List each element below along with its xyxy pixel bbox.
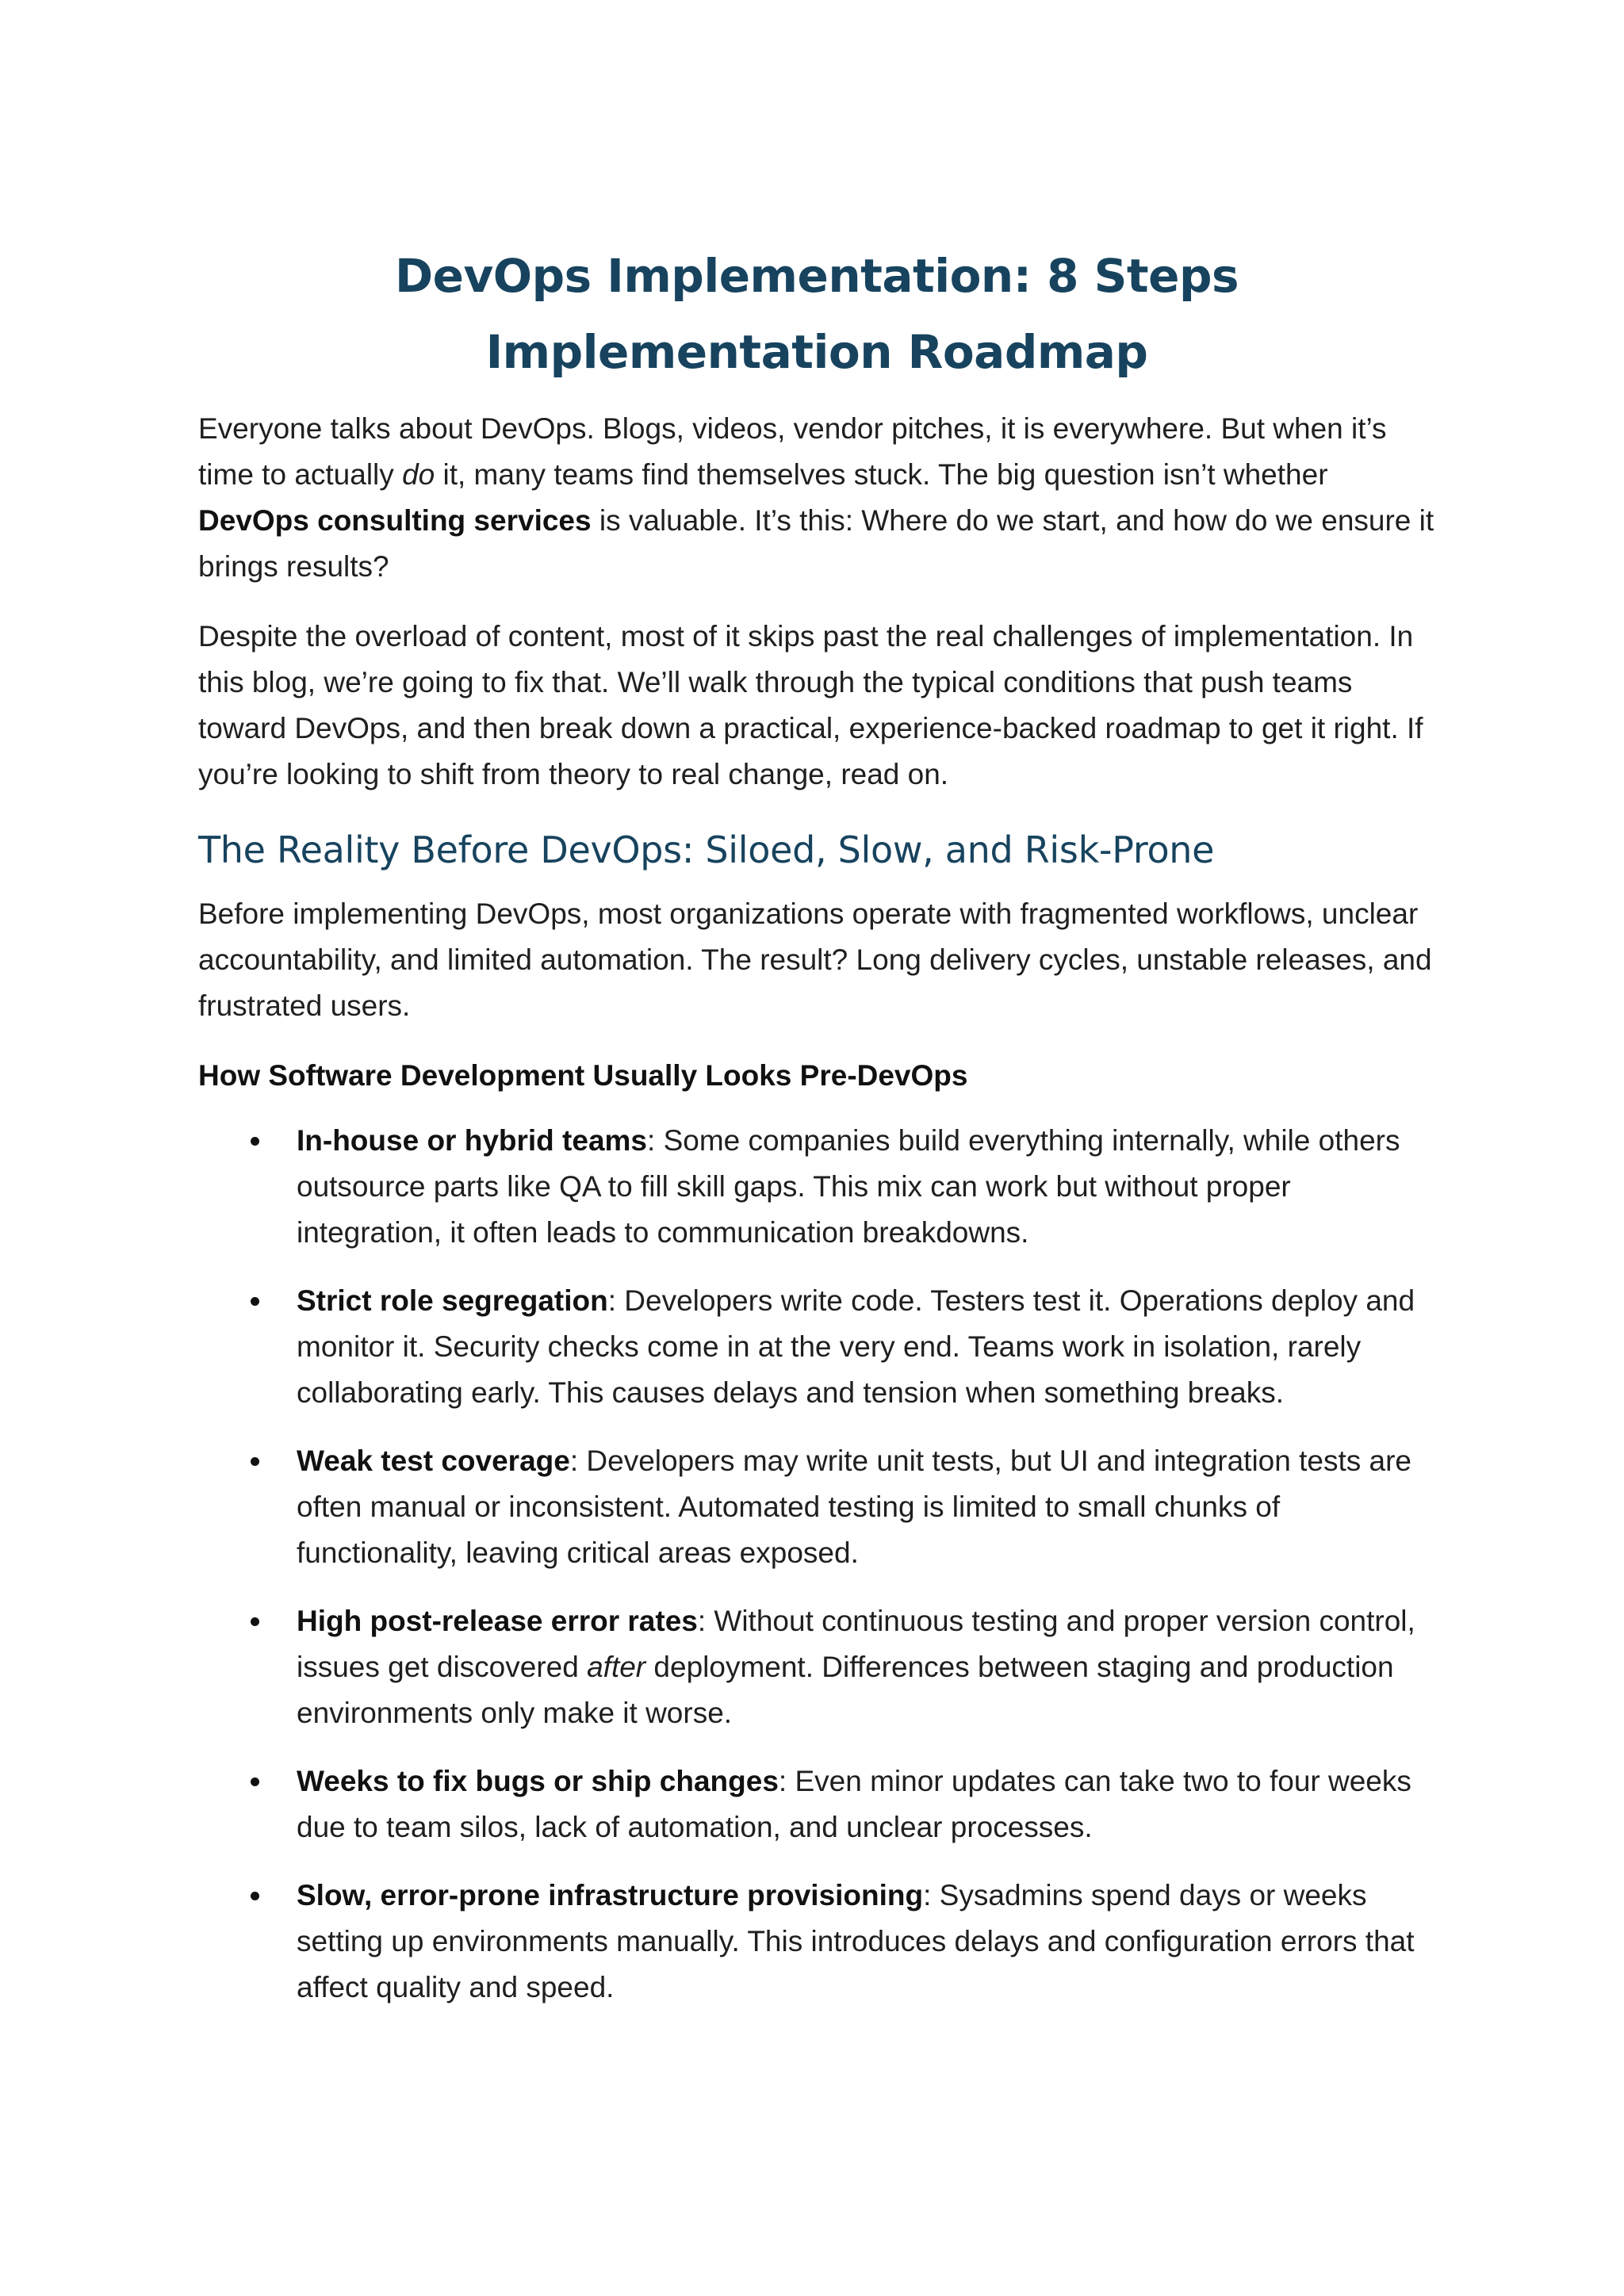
list-item-term: Slow, error-prone infrastructure provisioning <box>297 1879 924 1911</box>
list-item-emphasis: after <box>587 1651 646 1683</box>
list-item-term: Weak test coverage <box>297 1445 570 1477</box>
intro-paragraph-1 <box>198 406 1435 590</box>
list-item-term: Weeks to fix bugs or ship changes <box>297 1765 779 1797</box>
list-item-text: : Developers may write unit tests, but UI and integration tests are often manual or inconsistent. Automated testing is limited to small chunks of functionality, leaving critical areas exposed. <box>297 1445 1412 1569</box>
list-item-text: : Sysadmins spend days or weeks setting up environments manually. This introduces delays and configuration errors that affect quality and speed. <box>297 1879 1415 2003</box>
list-item <box>198 1118 1435 1256</box>
bullet-dot-icon <box>251 1297 259 1306</box>
list-item-text-after: deployment. Differences between staging and production environments only make it worse. <box>297 1651 1394 1729</box>
list-item-text: : Even minor updates can take two to four weeks due to team silos, lack of automation, and unclear processes. <box>297 1765 1411 1843</box>
pre-devops-list <box>198 1118 1435 2011</box>
bullet-dot-icon <box>251 1137 259 1146</box>
section-heading: The Reality Before DevOps: Siloed, Slow, and Risk-Prone <box>198 828 1215 871</box>
list-item-text: : Developers write code. Testers test it. Operations deploy and monitor it. Security checks come in at the very end. Teams work in isolation, rarely collaborating early. This causes delays and tension when something breaks. <box>297 1284 1415 1409</box>
list-item <box>198 1598 1435 1736</box>
bullet-dot-icon <box>251 1617 259 1626</box>
intro-p1-text-3: is valuable. It’s this: Where do we start, and how do we ensure it brings results? <box>198 504 1434 583</box>
bullet-dot-icon <box>251 1457 259 1466</box>
list-item <box>198 1438 1435 1576</box>
list-item-term: Strict role segregation <box>297 1284 608 1317</box>
bullet-dot-icon <box>251 1892 259 1900</box>
intro-paragraph-2: Despite the overload of content, most of it skips past the real challenges of implementation. In this blog, we’re going to fix that. We’ll walk through the typical conditions that push teams toward DevOps, and then break down a practical, experience-backed roadmap to get it right. If you’re looking to shift from theory to real change, read on. <box>198 620 1423 790</box>
intro-p1-emphasis: do <box>402 458 435 491</box>
intro-p1-strong: DevOps consulting services <box>198 504 592 537</box>
intro-p1-text-2: it, many teams find themselves stuck. The big question isn’t whether <box>435 458 1328 491</box>
bullet-dot-icon <box>251 1777 259 1786</box>
list-item <box>198 1278 1435 1416</box>
document-page <box>198 238 1435 2033</box>
section-subheading: How Software Development Usually Looks Pre-DevOps <box>198 1059 968 1092</box>
section-paragraph: Before implementing DevOps, most organizations operate with fragmented workflows, unclear accountability, and limited automation. The result? Long delivery cycles, unstable releases, and frustrated users. <box>198 897 1432 1022</box>
list-item-text: : Some companies build everything internally, while others outsource parts like QA to fill skill gaps. This mix can work but without proper integration, it often leads to communication breakdowns. <box>297 1124 1400 1249</box>
intro-p1-text-1: Everyone talks about DevOps. Blogs, videos, vendor pitches, it is everywhere. But when it’s time to actually <box>198 412 1387 491</box>
list-item <box>198 1873 1435 2011</box>
list-item-term: In-house or hybrid teams <box>297 1124 648 1157</box>
document-title: DevOps Implementation: 8 Steps Implementation Roadmap <box>394 249 1239 379</box>
list-item-term: High post-release error rates <box>297 1605 698 1637</box>
list-item-text-before: : Without continuous testing and proper version control, issues get discovered <box>297 1605 1415 1683</box>
list-item <box>198 1758 1435 1850</box>
